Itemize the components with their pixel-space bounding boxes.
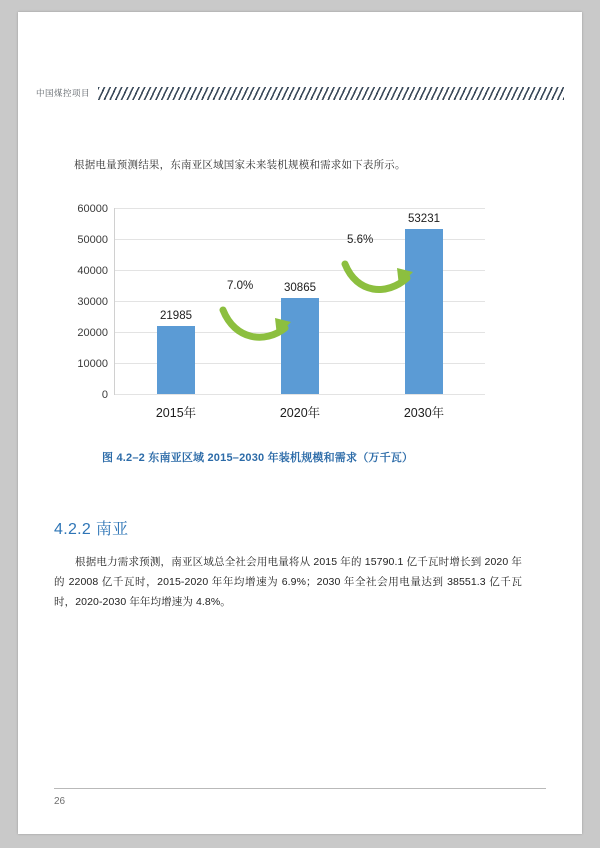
ytick-label: 40000 — [77, 265, 108, 277]
growth-label-2015-2020: 7.0% — [227, 280, 254, 292]
ytick-label: 50000 — [77, 234, 108, 246]
footer-divider — [54, 788, 546, 789]
gridline-0 — [101, 389, 485, 401]
page-number: 26 — [54, 796, 66, 807]
bar-2015 — [155, 310, 197, 420]
ytick-label: 0 — [101, 389, 108, 401]
growth-arrow-icon — [219, 300, 299, 344]
xtick-label: 2030年 — [403, 406, 445, 420]
section-heading: 4.2.2 南亚 — [54, 521, 129, 538]
document-page — [18, 12, 582, 834]
bar-value-label: 53231 — [408, 213, 440, 225]
header-title: 中国煤控项目 — [36, 88, 91, 98]
bar-value-label: 30865 — [284, 282, 316, 294]
bar-chart — [38, 198, 508, 430]
gridline-60000 — [77, 203, 485, 215]
figure-caption: 图 4.2–2 东南亚区域 2015–2030 年装机规模和需求（万千瓦） — [102, 452, 414, 464]
ytick-label: 60000 — [77, 203, 108, 215]
section-paragraph: 根据电力需求预测，南亚区域总全社会用电量将从 2015 年的 15790.1 亿千瓦时增长到 2020 年的 22008 亿千瓦时，2015-2020 年年均增速为 6.9%；2030 年全社会用电量达到 38551.3 亿千瓦时，2020-2030 年年均增速为 4.8%。 — [54, 556, 522, 608]
intro-paragraph: 根据电量预测结果，东南亚区域国家未来装机规模和需求如下表所示。 — [74, 159, 406, 171]
chart-plot-area — [77, 203, 485, 420]
bar-value-label: 21985 — [160, 310, 192, 322]
ytick-label: 30000 — [77, 296, 108, 308]
header-hatch-decoration — [98, 87, 564, 100]
ytick-label: 20000 — [77, 327, 108, 339]
running-header — [36, 82, 564, 104]
xtick-label: 2020年 — [279, 406, 321, 420]
growth-arrow-icon — [341, 252, 421, 296]
growth-label-2020-2030: 5.6% — [347, 234, 374, 246]
xtick-label: 2015年 — [155, 406, 197, 420]
ytick-label: 10000 — [77, 358, 108, 370]
